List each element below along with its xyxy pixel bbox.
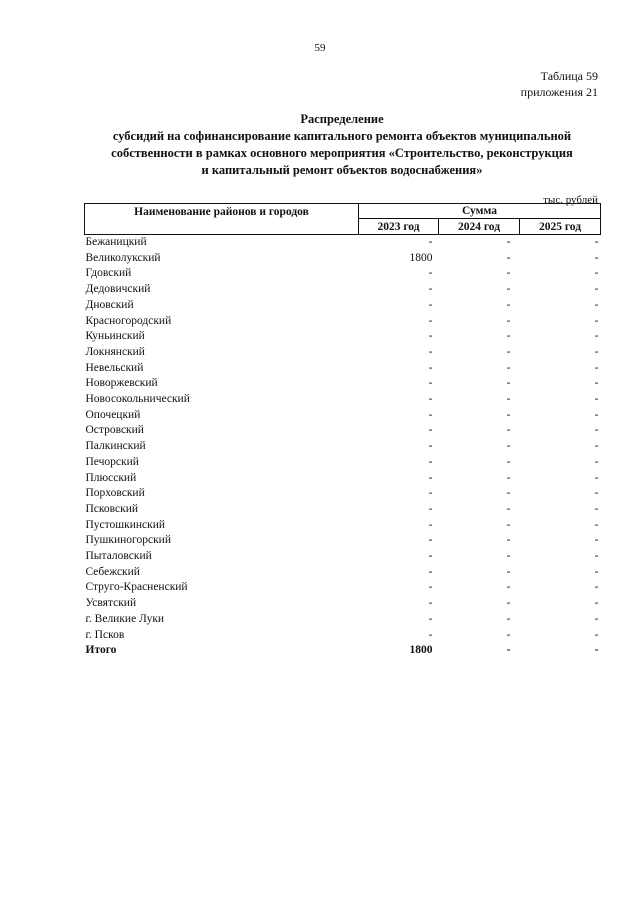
district-name-cell: Пыталовский xyxy=(85,550,152,563)
value-2024-cell: - xyxy=(506,455,511,468)
value-2024-cell: - xyxy=(506,518,511,531)
table-row xyxy=(85,596,601,612)
value-2025-cell: - xyxy=(594,298,599,311)
district-name-cell: Локнянский xyxy=(85,345,145,358)
table-row xyxy=(85,266,601,282)
district-name-cell: Псковский xyxy=(85,502,139,515)
value-2023-cell: 1800 xyxy=(409,644,433,657)
value-2023-cell: - xyxy=(428,314,433,327)
title-line3: собственности в рамках основного мероприятия «Строительство, реконструкция xyxy=(111,146,573,160)
district-name-cell: Великолукский xyxy=(85,251,161,264)
district-name-cell: Порховский xyxy=(85,487,145,500)
table-total-row xyxy=(85,643,601,659)
value-2025-cell: - xyxy=(594,251,599,264)
district-name-cell: Палкинский xyxy=(85,440,146,453)
district-name-cell: Новоржевский xyxy=(85,377,158,390)
value-2024-cell: - xyxy=(506,534,511,547)
table-row xyxy=(85,533,601,549)
title-line4: и капитальный ремонт объектов водоснабжения» xyxy=(201,163,483,177)
table-row xyxy=(85,565,601,581)
value-2024-cell: - xyxy=(506,628,511,641)
table-row xyxy=(85,502,601,518)
value-2023-cell: - xyxy=(428,408,433,421)
table-row xyxy=(85,235,601,251)
value-2025-cell: - xyxy=(594,440,599,453)
value-2025-cell: - xyxy=(594,581,599,594)
district-name-cell: Печорский xyxy=(85,455,139,468)
value-2024-cell: - xyxy=(506,377,511,390)
value-2023-cell: 1800 xyxy=(409,251,433,264)
district-name-cell: Новосокольнический xyxy=(85,393,190,406)
units-label: тыс. рублей xyxy=(543,194,598,206)
value-2024-cell: - xyxy=(506,361,511,374)
district-name-cell: Гдовский xyxy=(85,267,132,280)
value-2024-cell: - xyxy=(506,236,511,248)
value-2025-cell: - xyxy=(594,267,599,280)
value-2024-cell: - xyxy=(506,581,511,594)
value-2024-cell: - xyxy=(506,487,511,500)
value-2024-cell: - xyxy=(506,393,511,406)
value-2024-cell: - xyxy=(506,408,511,421)
table-reference-line1: Таблица 59 xyxy=(540,69,598,83)
value-2024-cell: - xyxy=(506,298,511,311)
district-name-cell: Плюсский xyxy=(85,471,137,484)
district-name-cell: Пустошкинский xyxy=(85,518,166,531)
table-row xyxy=(85,549,601,565)
value-2025-cell: - xyxy=(594,644,599,657)
value-2023-cell: - xyxy=(428,345,433,358)
value-2025-cell: - xyxy=(594,393,599,406)
value-2024-cell: - xyxy=(506,644,511,657)
value-2025-cell: - xyxy=(594,550,599,563)
value-2023-cell: - xyxy=(428,534,433,547)
value-2025-cell: - xyxy=(594,345,599,358)
value-2025-cell: - xyxy=(594,455,599,468)
table-header xyxy=(85,204,601,235)
table-row xyxy=(85,518,601,534)
table-row xyxy=(85,486,601,502)
value-2025-cell: - xyxy=(594,408,599,421)
title-line2: субсидий на софинансирование капитального ремонта объектов муниципальной xyxy=(112,129,572,143)
district-name-cell: Красногородский xyxy=(85,314,172,327)
value-2023-cell: - xyxy=(428,628,433,641)
value-2025-cell: - xyxy=(594,518,599,531)
district-name-cell: Струго-Красненский xyxy=(85,581,188,594)
table-row xyxy=(85,251,601,267)
value-2023-cell: - xyxy=(428,440,433,453)
district-name-cell: Итого xyxy=(85,644,117,657)
table-row xyxy=(85,345,601,361)
value-2024-cell: - xyxy=(506,424,511,437)
document-title xyxy=(84,111,600,179)
table-body xyxy=(85,235,601,659)
value-2023-cell: - xyxy=(428,267,433,280)
district-name-cell: г. Псков xyxy=(85,628,125,641)
value-2025-cell: - xyxy=(594,314,599,327)
value-2023-cell: - xyxy=(428,377,433,390)
value-2025-cell: - xyxy=(594,487,599,500)
table-row xyxy=(85,580,601,596)
table-row xyxy=(85,298,601,314)
value-2025-cell: - xyxy=(594,236,599,248)
value-2025-cell: - xyxy=(594,534,599,547)
table-row xyxy=(85,314,601,330)
value-2024-cell: - xyxy=(506,345,511,358)
header-name-column: Наименование районов и городов xyxy=(85,204,359,235)
value-2025-cell: - xyxy=(594,612,599,625)
value-2024-cell: - xyxy=(506,597,511,610)
page-number: 59 xyxy=(314,42,326,54)
value-2025-cell: - xyxy=(594,330,599,343)
district-name-cell: Бежаницкий xyxy=(85,236,147,248)
district-name-cell: Куньинский xyxy=(85,330,145,343)
table-row xyxy=(85,455,601,471)
table-row xyxy=(85,612,601,628)
value-2024-cell: - xyxy=(506,502,511,515)
value-2023-cell: - xyxy=(428,236,433,248)
table-row xyxy=(85,361,601,377)
value-2023-cell: - xyxy=(428,471,433,484)
header-year-2025: 2025 год xyxy=(520,219,601,235)
table-row xyxy=(85,423,601,439)
header-sum-column: Сумма xyxy=(359,204,601,219)
table-row xyxy=(85,439,601,455)
value-2025-cell: - xyxy=(594,361,599,374)
value-2024-cell: - xyxy=(506,565,511,578)
table-row xyxy=(85,282,601,298)
table-row xyxy=(85,329,601,345)
district-name-cell: Невельский xyxy=(85,361,144,374)
table-row xyxy=(85,628,601,644)
value-2024-cell: - xyxy=(506,471,511,484)
district-name-cell: Дновский xyxy=(85,298,134,311)
value-2023-cell: - xyxy=(428,581,433,594)
value-2023-cell: - xyxy=(428,330,433,343)
value-2024-cell: - xyxy=(506,612,511,625)
header-year-2023: 2023 год xyxy=(359,219,439,235)
value-2023-cell: - xyxy=(428,502,433,515)
value-2023-cell: - xyxy=(428,518,433,531)
value-2023-cell: - xyxy=(428,424,433,437)
value-2024-cell: - xyxy=(506,550,511,563)
table-reference xyxy=(521,68,598,100)
table-row xyxy=(85,392,601,408)
value-2023-cell: - xyxy=(428,455,433,468)
value-2024-cell: - xyxy=(506,330,511,343)
value-2024-cell: - xyxy=(506,251,511,264)
value-2023-cell: - xyxy=(428,550,433,563)
value-2024-cell: - xyxy=(506,314,511,327)
district-name-cell: Усвятский xyxy=(85,597,137,610)
header-year-2024: 2024 год xyxy=(439,219,520,235)
value-2023-cell: - xyxy=(428,283,433,296)
value-2023-cell: - xyxy=(428,393,433,406)
table-row xyxy=(85,376,601,392)
value-2025-cell: - xyxy=(594,377,599,390)
district-name-cell: Себежский xyxy=(85,565,140,578)
value-2023-cell: - xyxy=(428,361,433,374)
value-2025-cell: - xyxy=(594,628,599,641)
value-2025-cell: - xyxy=(594,597,599,610)
district-name-cell: г. Великие Луки xyxy=(85,612,165,625)
value-2025-cell: - xyxy=(594,424,599,437)
value-2024-cell: - xyxy=(506,283,511,296)
value-2023-cell: - xyxy=(428,487,433,500)
district-name-cell: Островский xyxy=(85,424,144,437)
value-2023-cell: - xyxy=(428,612,433,625)
value-2023-cell: - xyxy=(428,565,433,578)
value-2023-cell: - xyxy=(428,298,433,311)
district-name-cell: Опочецкий xyxy=(85,408,141,421)
district-name-cell: Дедовичский xyxy=(85,283,151,296)
table-row xyxy=(85,471,601,487)
value-2023-cell: - xyxy=(428,597,433,610)
value-2025-cell: - xyxy=(594,502,599,515)
title-line1: Распределение xyxy=(300,112,384,126)
subsidy-table-container xyxy=(84,203,600,659)
subsidy-table xyxy=(84,203,601,659)
value-2025-cell: - xyxy=(594,283,599,296)
table-reference-line2: приложения 21 xyxy=(520,85,598,99)
value-2025-cell: - xyxy=(594,565,599,578)
district-name-cell: Пушкиногорский xyxy=(85,534,171,547)
value-2024-cell: - xyxy=(506,440,511,453)
value-2024-cell: - xyxy=(506,267,511,280)
table-row xyxy=(85,408,601,424)
value-2025-cell: - xyxy=(594,471,599,484)
